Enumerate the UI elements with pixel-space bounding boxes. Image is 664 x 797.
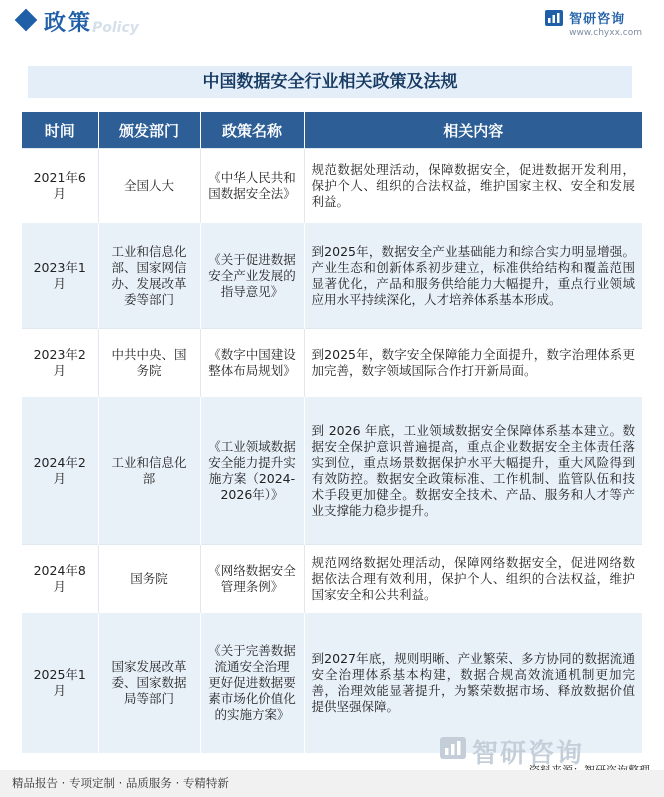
- cell-time: 2023年2月: [22, 329, 98, 397]
- diamond-icon: [15, 9, 38, 32]
- column-header-name: 政策名称: [200, 112, 304, 149]
- cell-dept: 国家发展改革委、国家数据局等部门: [98, 613, 200, 753]
- cell-policy-name: 《关于促进数据安全产业发展的指导意见》: [200, 223, 304, 329]
- cell-time: 2024年2月: [22, 397, 98, 545]
- page-header: [0, 0, 664, 46]
- cell-content: 规范网络数据处理活动，保障网络数据安全，促进网络数据依法合理有效利用，保护个人、组织的合法权益，维护国家安全和公共利益。: [304, 545, 642, 613]
- column-header-dept: 颁发部门: [98, 112, 200, 149]
- table-row: [22, 613, 642, 753]
- table-row: [22, 223, 642, 329]
- footer-slogan: 精品报告 · 专项定制 · 品质服务 · 专精特新: [12, 776, 229, 790]
- footer-bar: [0, 770, 664, 797]
- cell-time: 2024年8月: [22, 545, 98, 613]
- table-header-row: [22, 112, 642, 149]
- brand-logo-icon: [545, 10, 563, 26]
- cell-time: 2023年1月: [22, 223, 98, 329]
- cell-dept: 全国人大: [98, 149, 200, 223]
- watermark: 智研咨询: [472, 739, 585, 769]
- table-row: [22, 329, 642, 397]
- watermark-logo-icon: [440, 737, 466, 759]
- column-header-content: 相关内容: [304, 112, 642, 149]
- cell-policy-name: 《数字中国建设整体布局规划》: [200, 329, 304, 397]
- section-title: 政策: [44, 11, 93, 36]
- brand-name: 智研咨询: [569, 12, 626, 27]
- cell-dept: 国务院: [98, 545, 200, 613]
- cell-policy-name: 《工业领域数据安全能力提升实施方案（2024-2026年）》: [200, 397, 304, 545]
- table-title: 中国数据安全行业相关政策及法规: [28, 66, 632, 98]
- cell-content: 规范数据处理活动，保障数据安全，促进数据开发利用，保护个人、组织的合法权益，维护国家主权、安全和发展利益。: [304, 149, 642, 223]
- cell-content: 到 2026 年底，工业领域数据安全保障体系基本建立。数据安全保护意识普遍提高，重点企业数据安全主体责任落实到位，重点场景数据保护水平大幅提升，重大风险得到有效防控。数据安全政策标准、工作机制、监管队伍和技术手段更加健全。数据安全技术、产品、服务和人才等产业支撑能力稳步提升。: [304, 397, 642, 545]
- cell-content: 到2025年，数据安全产业基础能力和综合实力明显增强。产业生态和创新体系初步建立，标准供给结构和覆盖范围显著优化，产品和服务供给能力大幅提升，重点行业领域应用水平持续深化，人才培养体系基本形成。: [304, 223, 642, 329]
- table-row: [22, 545, 642, 613]
- table-row: [22, 397, 642, 545]
- table-row: [22, 149, 642, 223]
- cell-policy-name: 《网络数据安全管理条例》: [200, 545, 304, 613]
- cell-time: 2021年6月: [22, 149, 98, 223]
- brand: [569, 8, 642, 38]
- cell-content: 到2027年底，规则明晰、产业繁荣、多方协同的数据流通安全治理体系基本构建，数据合规高效流通机制更加完善，治理效能显著提升，为繁荣数据市场、释放数据价值提供坚强保障。: [304, 613, 642, 753]
- cell-dept: 工业和信息化部、国家网信办、发展改革委等部门: [98, 223, 200, 329]
- cell-policy-name: 《关于完善数据流通安全治理 更好促进数据要素市场化价值化的实施方案》: [200, 613, 304, 753]
- column-header-time: 时间: [22, 112, 98, 149]
- cell-policy-name: 《中华人民共和国数据安全法》: [200, 149, 304, 223]
- cell-time: 2025年1月: [22, 613, 98, 753]
- policy-table: [22, 112, 642, 753]
- section-title-ghost: Policy: [92, 20, 139, 36]
- cell-content: 到2025年，数字安全保障能力全面提升，数字治理体系更加完善，数字领域国际合作打开新局面。: [304, 329, 642, 397]
- cell-dept: 工业和信息化部: [98, 397, 200, 545]
- cell-dept: 中共中央、国务院: [98, 329, 200, 397]
- brand-url: www.chyxx.com: [569, 28, 642, 38]
